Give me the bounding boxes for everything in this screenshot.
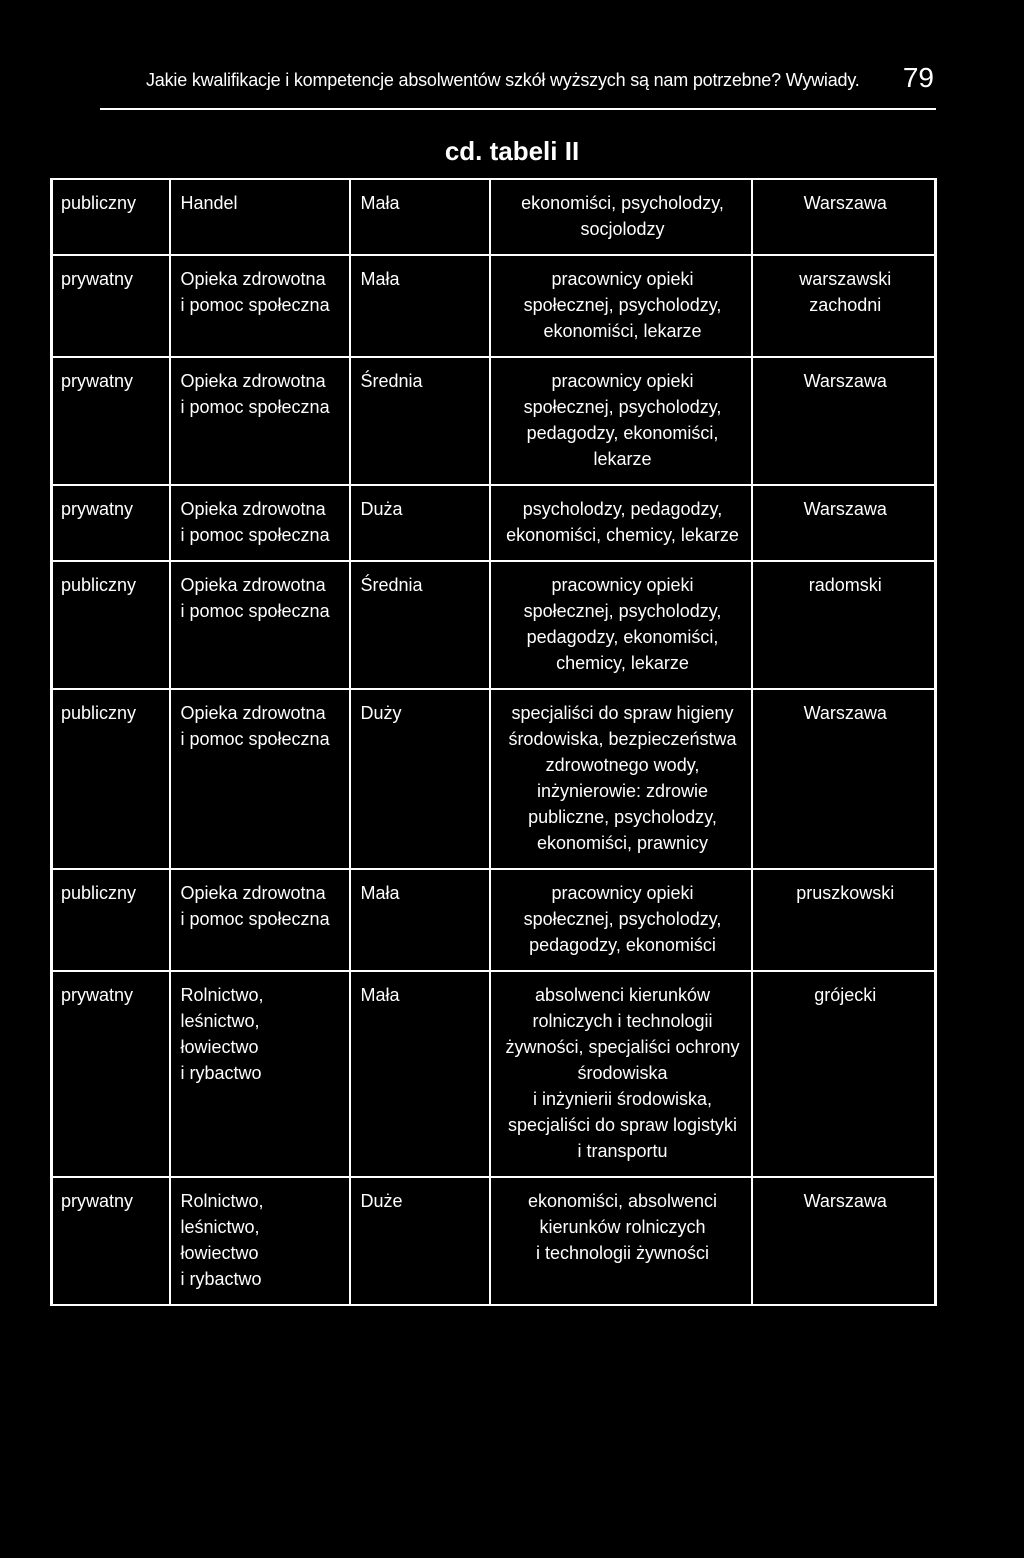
cell-professions [490,179,752,255]
cell-line: warszawski [799,269,892,289]
cell-line: zachodni [809,295,882,315]
cell-branch [170,689,350,869]
cell-branch [170,179,350,255]
cell-size [350,689,490,869]
table-row [52,689,936,869]
cell-line: Rolnictwo, [180,985,264,1005]
cell-line: specjaliści do spraw logistyki [507,1115,738,1135]
cell-line: leśnictwo, [180,1011,260,1031]
cell-professions [490,1177,752,1305]
table-row [52,485,936,561]
cell-professions [490,485,752,561]
cell-line: socjolodzy [580,219,665,239]
cell-text: publiczny [61,575,137,595]
cell-text: publiczny [61,883,137,903]
cell-line: leśnictwo, [180,1217,260,1237]
cell-text: publiczny [61,703,137,723]
table-row [52,179,936,255]
cell-line: ekonomiści, chemicy, lekarze [506,525,739,545]
cell-line: środowiska, bezpieczeństwa [508,729,737,749]
running-header [100,58,936,110]
cell-line: psycholodzy, pedagodzy, [522,499,723,519]
cell-branch [170,255,350,357]
cell-text: prywatny [61,371,134,391]
cell-professions [490,561,752,689]
cell-line: zdrowotnego wody, [545,755,700,775]
data-table [50,178,937,1306]
cell-location [752,971,936,1177]
cell-line: pedagodzy, ekonomiści [529,935,716,955]
cell-text: Mała [360,883,400,903]
cell-size [350,179,490,255]
cell-line: specjaliści do spraw higieny [511,703,734,723]
cell-line: Handel [180,193,238,213]
cell-branch [170,869,350,971]
cell-location [752,869,936,971]
cell-sector [52,869,170,971]
cell-line: Opieka zdrowotna [180,499,326,519]
cell-sector [52,485,170,561]
cell-line: i transportu [577,1141,668,1161]
table-container [50,178,934,1306]
cell-location [752,357,936,485]
table-title: cd. tabeli II [444,136,580,166]
cell-sector [52,179,170,255]
cell-line: społecznej, psycholodzy, [523,909,722,929]
cell-line: ekonomiści, prawnicy [536,833,709,853]
cell-line: ekonomiści, absolwenci [527,1191,718,1211]
cell-text: Mała [360,193,400,213]
cell-text: Średnia [360,371,423,391]
cell-line: łowiectwo [180,1243,259,1263]
cell-line: kierunków rolniczych [539,1217,706,1237]
cell-line: absolwenci kierunków [534,985,711,1005]
cell-text: prywatny [61,269,134,289]
cell-size [350,357,490,485]
cell-line: i pomoc społeczna [180,525,330,545]
cell-line: pracownicy opieki [551,371,694,391]
table-body [52,179,936,1305]
cell-text: Średnia [360,575,423,595]
cell-line: grójecki [814,985,877,1005]
cell-line: inżynierowie: zdrowie [536,781,709,801]
cell-line: pedagodzy, ekonomiści, [526,627,719,647]
cell-line: i pomoc społeczna [180,729,330,749]
cell-size [350,485,490,561]
cell-size [350,561,490,689]
cell-line: i rybactwo [180,1269,262,1289]
cell-sector [52,561,170,689]
cell-line: ekonomiści, lekarze [543,321,702,341]
cell-line: Warszawa [803,193,887,213]
cell-line: chemicy, lekarze [556,653,689,673]
cell-line: ekonomiści, psycholodzy, [521,193,724,213]
cell-line: Rolnictwo, [180,1191,264,1211]
cell-location [752,689,936,869]
cell-location [752,485,936,561]
cell-text: Mała [360,269,400,289]
cell-line: Warszawa [803,371,887,391]
cell-branch [170,485,350,561]
table-row [52,255,936,357]
cell-size [350,869,490,971]
cell-line: pracownicy opieki [551,883,694,903]
table-row [52,1177,936,1305]
cell-line: Warszawa [803,499,887,519]
cell-text: Duży [360,703,402,723]
page-number: 79 [902,62,934,93]
cell-line: rolniczych i technologii [532,1011,713,1031]
cell-line: pracownicy opieki [551,575,694,595]
cell-line: Warszawa [803,703,887,723]
cell-line: Opieka zdrowotna [180,269,326,289]
cell-sector [52,1177,170,1305]
cell-line: Opieka zdrowotna [180,575,326,595]
cell-professions [490,689,752,869]
cell-line: społecznej, psycholodzy, [523,601,722,621]
cell-professions [490,357,752,485]
cell-text: Duża [360,499,403,519]
cell-line: pruszkowski [796,883,895,903]
cell-text: Duże [360,1191,403,1211]
cell-size [350,255,490,357]
cell-line: społecznej, psycholodzy, [523,295,722,315]
cell-line: i pomoc społeczna [180,601,330,621]
cell-line: lekarze [593,449,652,469]
cell-line: publiczne, psycholodzy, [528,807,717,827]
running-header-title: Jakie kwalifikacje i kompetencje absolwentów szkół wyższych są nam potrzebne? Wywiady. [146,70,860,90]
cell-size [350,971,490,1177]
table-row [52,357,936,485]
cell-line: i inżynierii środowiska, [532,1089,713,1109]
cell-line: i pomoc społeczna [180,295,330,315]
cell-line: i rybactwo [180,1063,262,1083]
cell-professions [490,971,752,1177]
cell-line: radomski [808,575,882,595]
cell-branch [170,357,350,485]
cell-line: i technologii żywności [535,1243,710,1263]
cell-location [752,255,936,357]
cell-location [752,561,936,689]
cell-line: Opieka zdrowotna [180,883,326,903]
cell-text: publiczny [61,193,137,213]
cell-sector [52,255,170,357]
table-row [52,561,936,689]
table-row [52,971,936,1177]
cell-size [350,1177,490,1305]
cell-location [752,179,936,255]
cell-sector [52,689,170,869]
cell-line: Opieka zdrowotna [180,371,326,391]
cell-branch [170,1177,350,1305]
cell-branch [170,561,350,689]
cell-text: prywatny [61,499,134,519]
cell-line: Warszawa [803,1191,887,1211]
cell-branch [170,971,350,1177]
cell-location [752,1177,936,1305]
cell-text: Mała [360,985,400,1005]
cell-line: pedagodzy, ekonomiści, [526,423,719,443]
cell-sector [52,357,170,485]
cell-line: żywności, specjaliści ochrony [505,1037,740,1057]
cell-line: Opieka zdrowotna [180,703,326,723]
cell-text: prywatny [61,985,134,1005]
cell-line: i pomoc społeczna [180,909,330,929]
cell-line: łowiectwo [180,1037,259,1057]
cell-line: społecznej, psycholodzy, [523,397,722,417]
cell-line: środowiska [577,1063,668,1083]
cell-text: prywatny [61,1191,134,1211]
cell-line: i pomoc społeczna [180,397,330,417]
cell-professions [490,869,752,971]
cell-line: pracownicy opieki [551,269,694,289]
table-row [52,869,936,971]
cell-professions [490,255,752,357]
cell-sector [52,971,170,1177]
